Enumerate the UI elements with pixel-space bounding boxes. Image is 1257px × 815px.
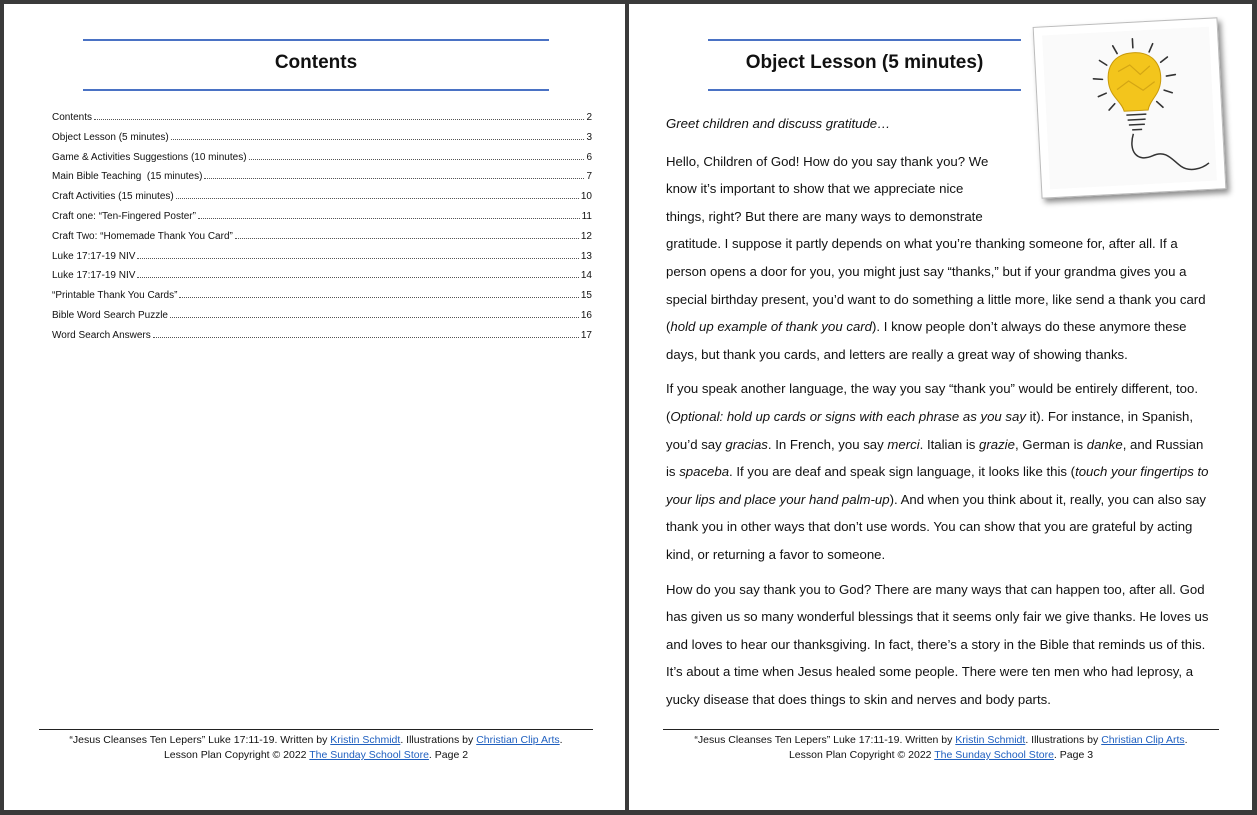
toc-leader-dots [176,198,579,199]
store-link[interactable]: The Sunday School Store [934,749,1054,761]
foreign-word: merci [887,436,920,452]
toc-leader-dots [170,317,579,318]
toc-entry-label: Game & Activities Suggestions (10 minutes) [52,151,247,163]
page-object-lesson [629,4,1252,810]
toc-leader-dots [179,297,578,298]
toc-entry-page-number: 14 [580,270,592,282]
footer-page-number: . Page 3 [1053,749,1094,761]
toc-entry[interactable] [52,112,592,132]
paragraph-text: ). I know people don’t always do these anymore these days, but thank you cards, and letters are really a great way of showing thanks. [666,319,1187,362]
footer-rule [39,729,593,730]
toc-entry-label: Luke 17:17-19 NIV [52,250,136,262]
paragraph-text: . In French, you say [767,436,888,452]
footer-text: “Jesus Cleanses Ten Lepers” Luke 17:11-19. Written by [694,734,956,746]
toc-leader-dots [137,277,578,278]
toc-entry-label: Main Bible Teaching (15 minutes) [52,171,203,183]
paragraph-text: , German is [1014,436,1087,452]
toc-entry[interactable] [52,290,592,310]
toc-entry-label: Contents [52,112,93,123]
footer-text: Lesson Plan Copyright © 2022 [163,749,310,761]
author-link[interactable]: Kristin Schmidt [330,734,401,746]
toc-leader-dots [198,218,580,219]
toc-entry-page-number: 6 [586,151,592,163]
toc-leader-dots [94,119,584,120]
toc-entry[interactable] [52,191,592,211]
footer-line-2 [39,748,593,763]
lesson-intro: Greet children and discuss gratitude… [666,116,891,131]
toc-entry-page-number: 13 [580,250,592,262]
page-contents [4,4,625,810]
toc-entry-page-number: 10 [580,191,592,203]
toc-entry[interactable] [52,171,592,191]
title-rule-bottom [708,89,1021,91]
toc-entry-page-number: 15 [580,290,592,302]
toc-entry-label: Object Lesson (5 minutes) [52,131,169,143]
contents-title-block [83,39,549,91]
paragraph-text: . Italian is [919,436,980,452]
toc-entry[interactable] [52,310,592,330]
toc-entry[interactable] [52,330,592,350]
toc-entry-page-number: 17 [580,329,592,341]
foreign-word: spaceba [679,464,730,480]
paragraph-text: ). And when you think about it, really, you can also say thank you in other ways that don’t use words. You can show that you are grateful by acting kind, or returning a favor to someone. [666,491,1207,562]
footer-line-1 [663,733,1219,748]
lesson-title-block [708,39,1021,91]
paragraph-line: Hello, Children of God! How do you say thank you? We [666,153,989,169]
toc-entry[interactable] [52,211,592,231]
lesson-paragraph-3: How do you say thank you to God? There are many ways that can happen too, after all. God has given us so many wonderful blessings that it seems only fair we give thanks. He loves us and loves to hear our thanksgiving. In fact, there’s a story in the Bible that reminds us of this. It’s about a time when Jesus healed some people. There were ten men who had leprosy, a yucky disease that does things to skin and nerves and body parts. [666,581,1209,707]
page-footer [663,729,1219,763]
footer-text: . Illustrations by [400,734,477,746]
toc-entry-page-number: 11 [581,210,592,222]
toc-entry-label: Craft Activities (15 minutes) [52,191,174,203]
table-of-contents [52,112,592,350]
footer-text: . [559,734,563,746]
paragraph-text: it). For instance, in Spanish, you’d say [666,408,1194,452]
stage-direction: Optional: hold up cards or signs with each phrase as you say [670,408,1026,424]
toc-entry[interactable] [52,231,592,251]
footer-text: . [1184,734,1188,746]
toc-entry-page-number: 16 [580,309,592,321]
footer-text: . Illustrations by [1025,734,1102,746]
footer-line-2 [663,748,1219,763]
toc-entry-label: Word Search Answers [52,329,151,341]
lesson-body [666,110,1216,720]
toc-leader-dots [137,258,578,259]
toc-entry-label: Luke 17:17-19 NIV [52,270,136,282]
toc-entry-page-number: 7 [586,171,592,183]
toc-entry-page-number: 3 [586,131,592,143]
toc-leader-dots [249,159,585,160]
store-link[interactable]: The Sunday School Store [309,749,429,761]
toc-entry[interactable] [52,132,592,152]
toc-entry-label: Bible Word Search Puzzle [52,309,168,321]
footer-rule [663,729,1219,730]
toc-leader-dots [204,178,584,179]
toc-entry-label: Craft one: “Ten-Fingered Poster” [52,210,196,222]
page-footer [39,729,593,763]
toc-leader-dots [171,139,585,140]
page-title: Contents [274,52,358,73]
paragraph-line: know it’s important to show that we appreciate nice [666,181,964,197]
paragraph-text: , and Russian is [666,436,1204,480]
foreign-word: danke [1086,436,1123,452]
toc-entry-label: “Printable Thank You Cards” [52,290,178,302]
toc-entry-page-number: 2 [586,112,592,123]
footer-text: Lesson Plan Copyright © 2022 [788,749,935,761]
toc-leader-dots [235,238,579,239]
title-rule-bottom [83,89,549,91]
paragraph-text: gratitude. I suppose it partly depends on what you’re thanking someone for, after all. If a person opens a door for you, you might just say “thanks,” but if your grandma gives you a special birthday present, you’d want to do something a little more, like send a thank you card ( [666,236,1206,335]
illustrator-link[interactable]: Christian Clip Arts [476,734,560,746]
paragraph-text: . If you are deaf and speak sign language, it looks like this ( [729,464,1076,480]
toc-entry[interactable] [52,251,592,271]
paragraph-text: If you speak another language, the way you say “thank you” would be entirely different, too. ( [666,381,1198,424]
stage-direction: touch your fingertips to your lips and place your hand palm-up [666,464,1209,507]
toc-entry-label: Craft Two: “Homemade Thank You Card” [52,230,233,242]
lesson-paragraph-2 [666,375,1216,568]
footer-page-number: . Page 2 [428,749,469,761]
page-title: Object Lesson (5 minutes) [745,52,984,73]
stage-direction: hold up example of thank you card [670,319,873,335]
toc-leader-dots [153,337,579,338]
toc-entry-page-number: 12 [580,230,592,242]
foreign-word: grazie [979,436,1015,452]
illustrator-link[interactable]: Christian Clip Arts [1101,734,1185,746]
footer-line-1 [39,733,593,748]
author-link[interactable]: Kristin Schmidt [955,734,1026,746]
footer-text: “Jesus Cleanses Ten Lepers” Luke 17:11-19. Written by [69,734,331,746]
paragraph-line: things, right? But there are many ways to demonstrate [666,208,983,224]
foreign-word: gracias [725,436,768,452]
toc-entry[interactable] [52,270,592,290]
lesson-paragraph-1 [666,148,1216,369]
toc-entry[interactable] [52,152,592,172]
